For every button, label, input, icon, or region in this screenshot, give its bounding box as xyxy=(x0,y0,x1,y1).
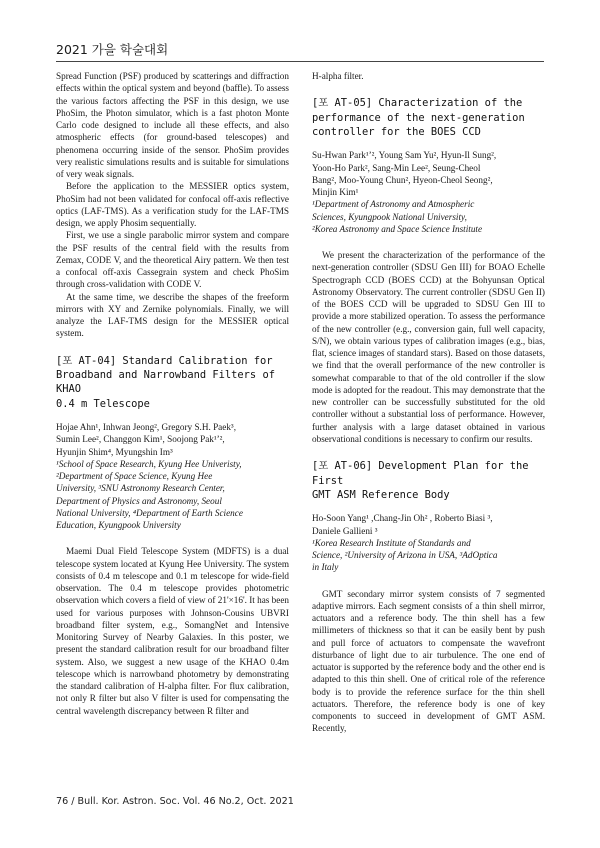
affiliations-at05: ¹Department of Astronomy and Atmospheric Sciences, Kyungpook National University, ²Korea Astronomy and Space Science Institute xyxy=(312,199,483,234)
paragraph-validation: Before the application to the MESSIER optics system, PhoSim had not been validated for confocal off-axis reflective optics (LAF-TMS). As a verification study for the LAF-TMS design, we apply Phosim sequentially. xyxy=(56,181,289,228)
running-header xyxy=(56,40,544,62)
abstract-body-at04: Maemi Dual Field Telescope System (MDFTS) is a dual telescope system located at Kyung Hee University. The system consists of 0.4 m telescope and 0.1 m telescope for wide-field observation. The 0.4 m telescope provides photometric observation which covers a field of view of 21'×16'. It has been used for various purposes with Johnson-Cousins UBVRI broadband filter system, e.g., SomangNet and Intensive Monitoring Survey of Nearby Galaxies. In this poster, we present the standard calibration result for our broadband filter system. Also, we suggest a new usage of the KHAO 0.4m telescope which is narrowband photometry by demonstrating the standard calibration of H-alpha filter. For flux calibration, not only R filter but also V filter is used for compensating the central wavelength discrepancy between R filter and xyxy=(56,546,290,716)
page-footer: 76 / Bull. Kor. Astron. Soc. Vol. 46 No.2, Oct. 2021 xyxy=(56,796,294,807)
abstract-title-at05: [포 AT-05] Characterization of the performance of the next-generation controller for the BOES CCD xyxy=(312,97,525,139)
header-title: 2021 가을 학술대회 xyxy=(56,42,169,57)
paragraph-continuation: H-alpha filter. xyxy=(312,71,364,81)
affiliations-at04: ¹School of Space Research, Kyung Hee Univeristy, ²Department of Space Science, Kyung Hee University, ³SNU Astronomy Research Center, Department of Physics and Astronomy, Seoul National University, ⁴Department of Earth Science Education, Kyungpook University xyxy=(56,458,243,531)
authors-at04: Hojae Ahn¹, Inhwan Jeong², Gregory S.H. Paek³, Sumin Lee², Changgon Kim¹, Soojong Pak¹ʼ², Hyunjin Shim⁴, Myungshin Im³ xyxy=(56,422,236,457)
paragraph-freeform: At the same time, we describe the shapes of the freeform mirrors with XY and Zernike polynomials. Finally, we will analyze the LAF-TMS design for the MESSIER optical system. xyxy=(56,291,289,339)
abstract-title-at06: [포 AT-06] Development Plan for the First GMT ASM Reference Body xyxy=(312,460,529,502)
left-column xyxy=(56,70,289,717)
affiliations-at06: ¹Korea Research Institute of Standards and Science, ²University of Arizona in USA, ³AdOptica in Italy xyxy=(312,537,498,573)
authors-at06: Ho-Soon Yang¹ ,Chang-Jin Oh² , Roberto Biasi ³, Daniele Gallieni ³ xyxy=(312,513,493,536)
right-column xyxy=(312,70,545,735)
abstract-body-at06: GMT secondary mirror system consists of 7 segmented adaptive mirrors. Each segment consists of a thin shell mirror, actuators and a reference body. The thin shell has a few millimeters of thickness so that it can be easily bent by push and pull force of actuators to compensate the wavefront disturbance of light due to air turbulence. The one end of actuator is supported by the reference body and the other end is adapted to this thin shell. One of critical role of the reference body is to provide the reference surface for the thin shell actuators. Therefore, the reference body is one of key components to succeed in development of GMT ASM. Recently, xyxy=(312,588,545,734)
abstract-body-at05: We present the characterization of the performance of the next-generation controller (SDSU Gen III) for BOAO Echelle Spectrograph CCD (BOES CCD) at the Bohyunsan Optical Astronomy Observatory. The current controller (SDSU Gen II) of the BOES CCD will be upgraded to SDSU Gen III to provide a more stabilized operation. To assess the performance of the new controller (e.g., conversion gain, full well capacity, S/N), we obtain various types of calibration images (e.g., bias, flat, science images of standard stars). Based on those datasets, we find that the overall performance of the new controller is somewhat comparable to that of the old controller if the slow mode is adopted for the readout. This may demonstrate that the new controller can be successfully substituted for the old controller without a substantial loss of performance. However, further analysis with a large dataset obtained in various observational conditions is necessary to confirm our results. xyxy=(312,250,545,444)
header-rule xyxy=(56,61,544,62)
paragraph-psf: Spread Function (PSF) produced by scatterings and diffraction effects within the optical system and beyond (baffle). To assess the various factors affecting the PSF in this design, we use PhoSim, the Photon simulator, which is a fast photon Monte Carlo code designed to include all these effects, and also atmospheric effects (for ground-based telescopes) and phenomena occurring inside of the sensor. PhoSim provides very realistic simulations results and is suitable for simulations of very weak signals. xyxy=(56,71,289,179)
paragraph-first-test: First, we use a single parabolic mirror system and compare the PSF results of the central field with the results from Zemax, CODE V, and the theoretical Airy pattern. We then test a confocal off-axis Cassegrain system and check PhoSim through cross-validation with CODE V. xyxy=(56,230,289,290)
abstract-title-at04: [포 AT-04] Standard Calibration for Broadband and Narrowband Filters of KHAO 0.4 m Telescope xyxy=(56,354,275,410)
authors-at05: Su-Hwan Park¹ʼ², Young Sam Yu², Hyun-Il Sung², Yoon-Ho Park², Sang-Min Lee², Seung-Cheol Bang², Moo-Young Chun², Hyeon-Cheol Seong², Minjin Kim¹ xyxy=(312,150,497,198)
